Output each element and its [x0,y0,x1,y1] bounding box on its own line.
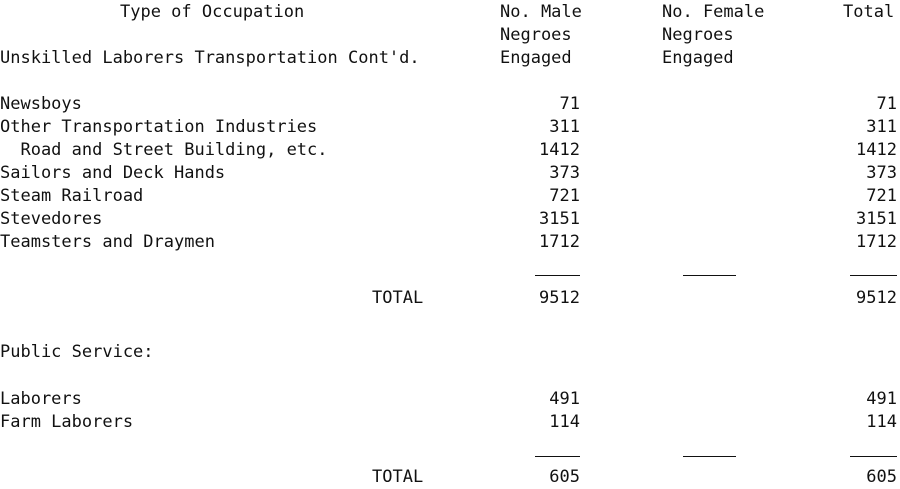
header-male-line1: No. Male [500,2,582,22]
row-label: Sailors and Deck Hands [0,163,226,183]
header-male-line2: Negroes [500,25,572,45]
row-male: 491 [549,389,580,409]
row-total: 721 [866,186,897,206]
subtotal-rule-male [535,275,580,276]
row-label: Laborers [0,389,82,409]
total-male: 9512 [539,288,580,308]
row-male: 3151 [539,209,580,229]
subtotal-rule-female [683,275,736,276]
header-male-line3: Engaged [500,48,572,68]
header-female-line3: Engaged [662,48,734,68]
row-male: 114 [549,412,580,432]
row-male: 721 [549,186,580,206]
row-label: Road and Street Building, etc. [0,140,328,160]
row-total: 373 [866,163,897,183]
row-label: Stevedores [0,209,103,229]
header-female-line2: Negroes [662,25,734,45]
row-total: 311 [866,117,897,137]
subtotal-rule-total [850,456,897,457]
total-label: TOTAL [372,467,424,487]
row-male: 1412 [539,140,580,160]
header-female-line1: No. Female [662,2,765,22]
row-male: 373 [549,163,580,183]
row-male: 1712 [539,232,580,252]
section-title: Unskilled Laborers Transportation Cont'd. [0,48,420,68]
row-total: 1412 [856,140,897,160]
header-type-of-occupation: Type of Occupation [120,2,305,22]
row-total: 1712 [856,232,897,252]
subtotal-rule-female [683,456,736,457]
row-total: 491 [866,389,897,409]
header-total: Total [843,2,895,22]
row-label: Farm Laborers [0,412,134,432]
row-total: 3151 [856,209,897,229]
row-label: Newsboys [0,94,82,114]
subtotal-rule-male [535,456,580,457]
total-male: 605 [549,467,580,487]
subtotal-rule-total [850,275,897,276]
total-label: TOTAL [372,288,424,308]
total-total: 9512 [856,288,897,308]
row-total: 71 [876,94,897,114]
total-total: 605 [866,467,897,487]
row-label: Steam Railroad [0,186,144,206]
row-male: 311 [549,117,580,137]
row-label: Teamsters and Draymen [0,232,215,252]
public-service-heading: Public Service: [0,342,154,362]
row-total: 114 [866,412,897,432]
row-label: Other Transportation Industries [0,117,318,137]
row-male: 71 [559,94,580,114]
